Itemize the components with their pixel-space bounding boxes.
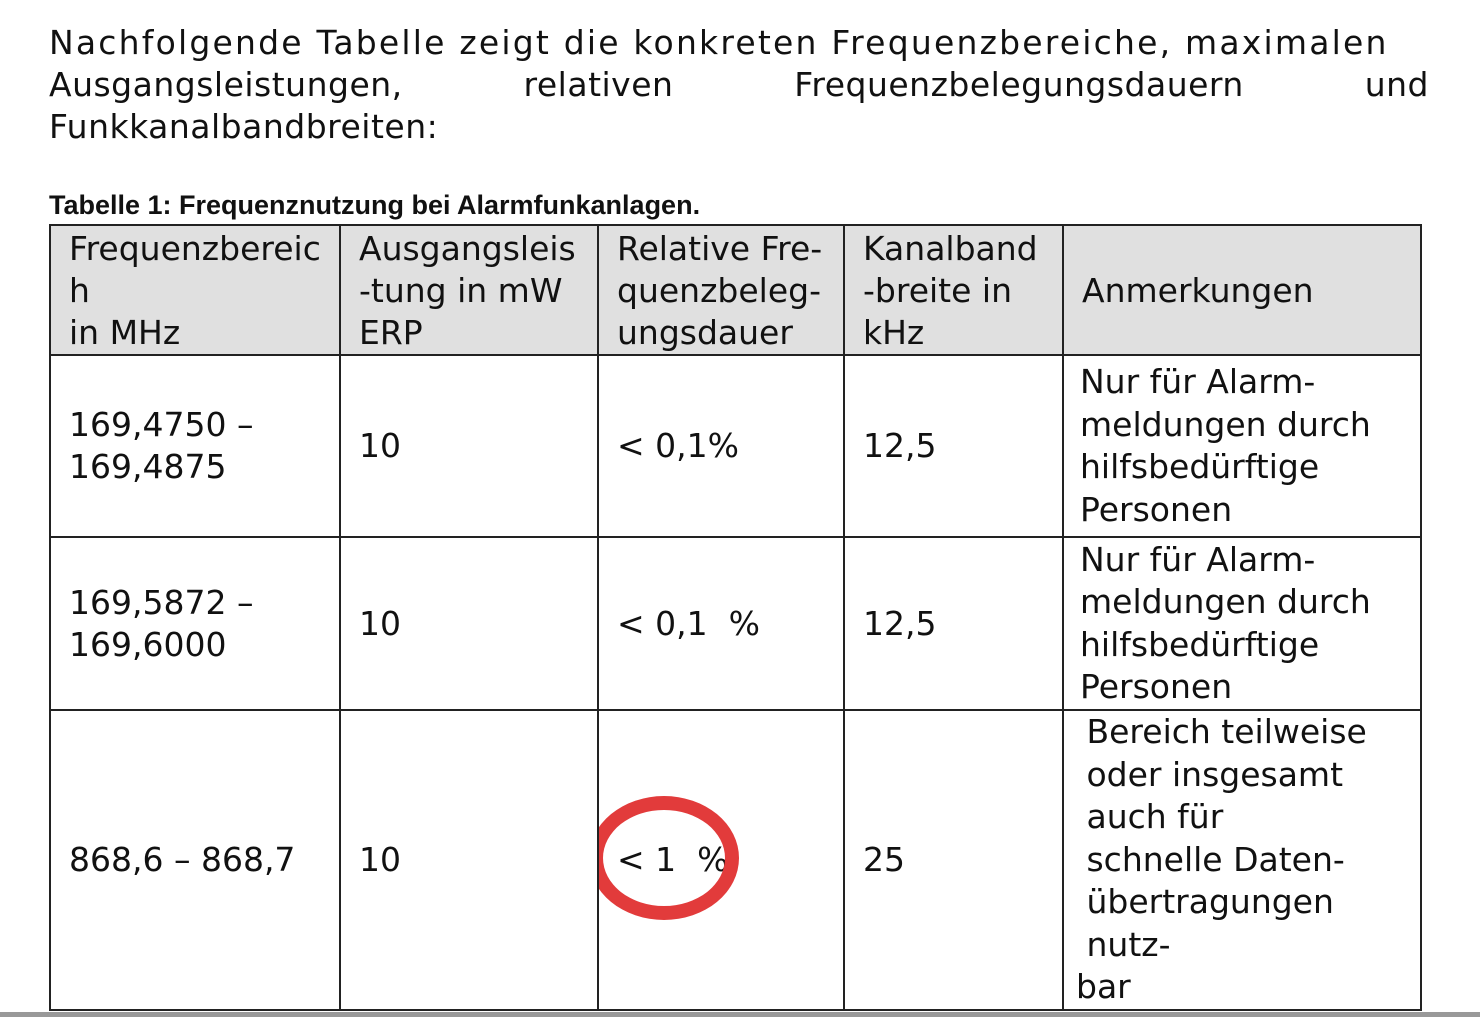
cell-bandwidth: 25: [844, 710, 1063, 1010]
cell-power: 10: [340, 710, 598, 1010]
header-power: Ausgangsleis -tung in mW ERP: [340, 225, 598, 355]
intro-word: Frequenzbelegungsdauern: [794, 65, 1244, 104]
header-notes: Anmerkungen: [1063, 225, 1421, 355]
intro-line-1: Nachfolgende Tabelle zeigt die konkreten Frequenzbereiche, maximalen: [49, 23, 1389, 62]
cell-notes: Nur für Alarm- meldungen durch hilfsbedürftige Personen: [1063, 355, 1421, 537]
header-frequency: Frequenzbereic h in MHz: [50, 225, 340, 355]
header-bandwidth: Kanalband -breite in kHz: [844, 225, 1063, 355]
cell-duty-cycle: < 0,1 %: [598, 537, 844, 710]
intro-line-3: Funkkanalbandbreiten:: [49, 107, 439, 146]
duty-value-text: < 1 %: [617, 839, 729, 879]
intro-word: und: [1364, 65, 1429, 104]
cell-power: 10: [340, 537, 598, 710]
cell-duty-cycle: < 0,1%: [598, 355, 844, 537]
intro-word: Ausgangsleistungen,: [49, 65, 403, 104]
cell-bandwidth: 12,5: [844, 537, 1063, 710]
cell-frequency: 169,5872 – 169,6000: [50, 537, 340, 710]
table-caption: Tabelle 1: Frequenznutzung bei Alarmfunkanlagen.: [49, 190, 701, 220]
cell-notes: Bereich teilweise oder insgesamt auch für schnelle Daten- übertragungen nutz- bar: [1063, 710, 1421, 1010]
frequency-table: [49, 224, 1422, 1011]
highlighted-duty-value: [617, 839, 728, 881]
cell-frequency: 868,6 – 868,7: [50, 710, 340, 1010]
page-bottom-edge: [0, 1012, 1480, 1017]
cell-frequency: 169,4750 – 169,4875: [50, 355, 340, 537]
intro-paragraph: [49, 22, 1429, 148]
cell-bandwidth: 12,5: [844, 355, 1063, 537]
table-row: [50, 355, 1421, 537]
table-header-row: [50, 225, 1421, 355]
cell-duty-cycle: [598, 710, 844, 1010]
table-row: [50, 537, 1421, 710]
cell-notes: Nur für Alarm- meldungen durch hilfsbedürftige Personen: [1063, 537, 1421, 710]
cell-power: 10: [340, 355, 598, 537]
intro-word: relativen: [523, 65, 674, 104]
header-duty-cycle: Relative Fre- quenzbeleg- ungsdauer: [598, 225, 844, 355]
intro-line-2: [49, 64, 1429, 106]
table-row: [50, 710, 1421, 1010]
